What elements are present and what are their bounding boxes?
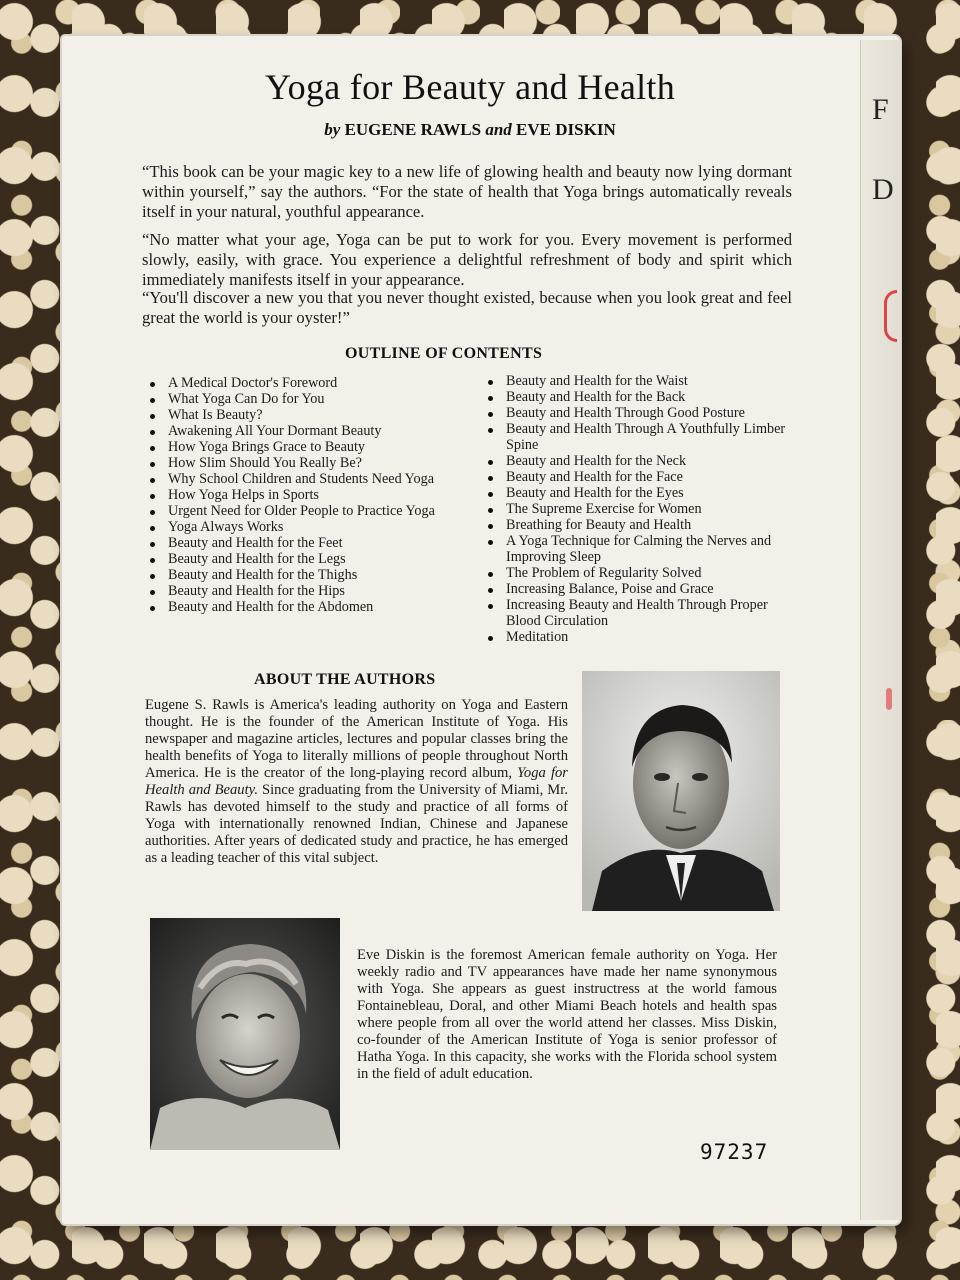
- contents-item: Beauty and Health for the Feet: [150, 535, 455, 551]
- contents-item: Awakening All Your Dormant Beauty: [150, 423, 455, 439]
- contents-list-left: [150, 375, 455, 615]
- spine-letters: [872, 70, 894, 230]
- contents-item: The Supreme Exercise for Women: [488, 501, 798, 517]
- contents-item: Beauty and Health for the Abdomen: [150, 599, 455, 615]
- authors-heading: ABOUT THE AUTHORS: [254, 671, 436, 688]
- diskin-portrait-drawing: [150, 918, 340, 1150]
- contents-item: Beauty and Health for the Thighs: [150, 567, 455, 583]
- rawls-bio-text-end: Since graduating from the University of Miami, Mr. Rawls has devoted himself to the study and practice of all forms of Yoga with internationally renowned Indian, Chinese and Japanese authorities. After years of dedicated study and practice, he has emerged as a leading teacher of this vital subject.: [145, 782, 568, 866]
- spine-red-mark-small: [886, 688, 892, 710]
- spine-letter-1: F: [872, 93, 889, 126]
- contents-heading: OUTLINE OF CONTENTS: [345, 345, 543, 362]
- contents-item: What Yoga Can Do for You: [150, 391, 455, 407]
- contents-list-right: [488, 373, 798, 645]
- blurb-paragraph-2: “No matter what your age, Yoga can be put to work for you. Every movement is performed slowly, easily, with grace. You experience a delightful refreshment of body and spirit which immediately manifests itself in your appearance.: [142, 230, 792, 289]
- contents-item: Increasing Balance, Poise and Grace: [488, 581, 798, 597]
- blurb-paragraph-1: “This book can be your magic key to a new life of glowing health and beauty now lying dormant within yourself,” say the authors. “For the state of health that Yoga brings automatically reveals itself in your natural, youthful appearance.: [142, 162, 792, 221]
- contents-item: The Problem of Regularity Solved: [488, 565, 798, 581]
- contents-item: Beauty and Health for the Hips: [150, 583, 455, 599]
- diskin-portrait-photo: [150, 918, 340, 1150]
- diskin-bio: Eve Diskin is the foremost American female authority on Yoga. Her weekly radio and TV appearances have made her name synonymous with Yoga. She appears as guest instructress at the world famous Fontainebleau, Doral, and other Miami Beach hotels and health spas where people from all over the world attend her classes. Miss Diskin, co-founder of the American Institute of Yoga is senior professor of Hatha Yoga. In this capacity, she works with the Florida school system in the field of adult education.: [357, 947, 777, 1082]
- catalog-number: 97237: [700, 1140, 769, 1164]
- contents-item: Yoga Always Works: [150, 519, 455, 535]
- contents-item: Why School Children and Students Need Yoga: [150, 471, 455, 487]
- contents-item: Beauty and Health Through A Youthfully Limber Spine: [488, 421, 798, 453]
- byline: [170, 120, 770, 140]
- byline-by: by: [324, 120, 341, 139]
- book-title: Yoga for Beauty and Health: [264, 67, 676, 107]
- contents-item: Beauty and Health for the Back: [488, 389, 798, 405]
- contents-item: Beauty and Health Through Good Posture: [488, 405, 798, 421]
- contents-item: Beauty and Health for the Eyes: [488, 485, 798, 501]
- contents-item: A Medical Doctor's Foreword: [150, 375, 455, 391]
- rawls-portrait-photo: [582, 671, 780, 911]
- rawls-album-title: Yoga for Health and Beauty.: [145, 765, 568, 798]
- rawls-bio: [145, 697, 568, 867]
- contents-item: Increasing Beauty and Health Through Proper Blood Circulation: [488, 597, 798, 629]
- contents-item: Beauty and Health for the Waist: [488, 373, 798, 389]
- rawls-bio-text: Eugene S. Rawls is America's leading authority on Yoga and Eastern thought. He is the founder of the American Institute of Yoga. His newspaper and magazine articles, lectures and popular classes bring the health benefits of Yoga to literally millions of people throughout North America. He is the creator of the long-playing record album,: [145, 697, 568, 781]
- spine-letter-2: D: [872, 173, 894, 206]
- contents-item: Breathing for Beauty and Health: [488, 517, 798, 533]
- blurb-paragraph-3: “You'll discover a new you that you never thought existed, because when you look great and feel great the world is your oyster!”: [142, 288, 792, 327]
- contents-item: What Is Beauty?: [150, 407, 455, 423]
- contents-item: How Yoga Helps in Sports: [150, 487, 455, 503]
- author-1-name: EUGENE RAWLS: [344, 120, 482, 139]
- contents-item: How Yoga Brings Grace to Beauty: [150, 439, 455, 455]
- contents-item: Urgent Need for Older People to Practice Yoga: [150, 503, 455, 519]
- author-2-name: EVE DISKIN: [516, 120, 616, 139]
- contents-item: How Slim Should You Really Be?: [150, 455, 455, 471]
- contents-item: Beauty and Health for the Neck: [488, 453, 798, 469]
- contents-item: Beauty and Health for the Legs: [150, 551, 455, 567]
- byline-and: and: [485, 120, 512, 139]
- contents-item: A Yoga Technique for Calming the Nerves and Improving Sleep: [488, 533, 798, 565]
- contents-item: Meditation: [488, 629, 798, 645]
- contents-item: Beauty and Health for the Face: [488, 469, 798, 485]
- spine-red-mark: [884, 290, 897, 342]
- rawls-portrait-drawing: [582, 671, 780, 911]
